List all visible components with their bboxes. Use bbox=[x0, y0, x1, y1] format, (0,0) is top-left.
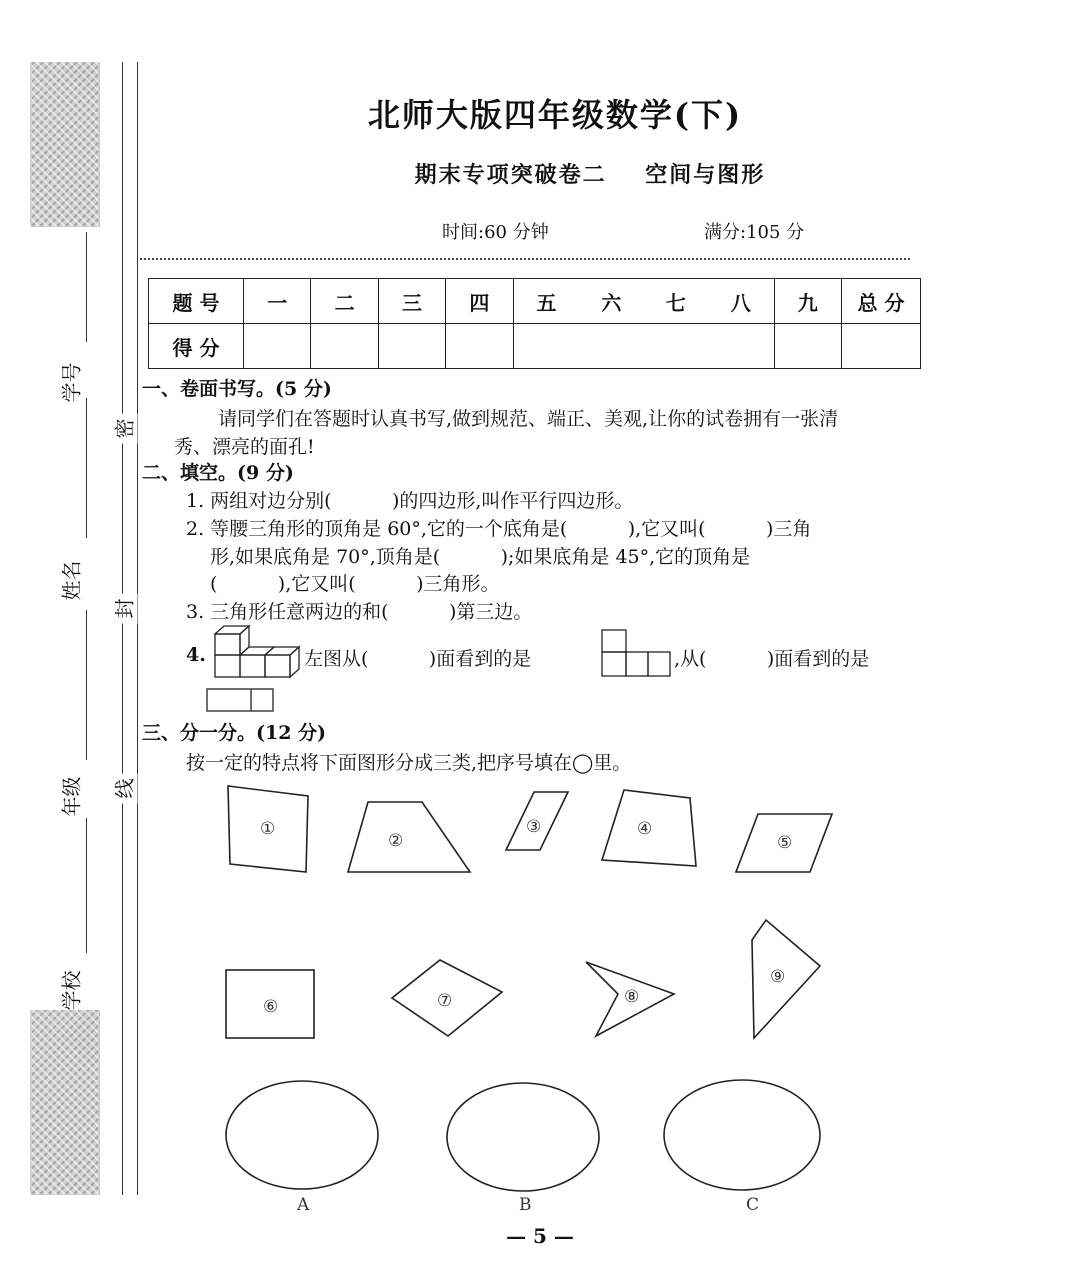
ellipse-label: A bbox=[297, 1195, 310, 1215]
table-cell: 九 bbox=[774, 279, 842, 324]
shapes-figure bbox=[200, 780, 860, 1215]
table-cell: 得 分 bbox=[149, 324, 244, 369]
school-label: 学校 bbox=[59, 970, 84, 1011]
student-id-label: 学号 bbox=[59, 362, 84, 403]
seal-char-mi: 密 bbox=[109, 414, 138, 444]
table-cell: 二 bbox=[311, 279, 378, 324]
ellipse-label: C bbox=[746, 1195, 760, 1215]
grade-label: 年级 bbox=[59, 776, 84, 817]
shape-label: ⑤ bbox=[777, 833, 793, 853]
binding-line-left bbox=[86, 818, 87, 953]
table-cell: 七 bbox=[644, 279, 708, 324]
section-3-heading: 三、分一分。(12 分) bbox=[142, 722, 327, 744]
section-1-text: 请同学们在答题时认真书写,做到规范、端正、美观,让你的试卷拥有一张清 bbox=[218, 408, 839, 430]
shape-label: ① bbox=[260, 819, 276, 839]
question-4-number: 4. bbox=[186, 644, 206, 666]
name-label: 姓名 bbox=[59, 560, 84, 601]
ellipse-b bbox=[447, 1083, 599, 1191]
view-figure bbox=[600, 628, 672, 678]
score-input-cell[interactable] bbox=[842, 324, 921, 369]
table-cell: 六 bbox=[579, 279, 643, 324]
section-2-heading: 二、填空。(9 分) bbox=[142, 462, 294, 484]
table-cell: 四 bbox=[446, 279, 513, 324]
table-cell: 题 号 bbox=[149, 279, 244, 324]
shape-label: ③ bbox=[526, 817, 542, 837]
binding-pattern-top bbox=[30, 62, 100, 227]
shape-2 bbox=[348, 802, 470, 872]
shape-label: ④ bbox=[637, 819, 653, 839]
ellipse-label: B bbox=[519, 1195, 532, 1215]
ellipse-a bbox=[226, 1081, 378, 1189]
full-score: 满分:105 分 bbox=[704, 222, 805, 243]
table-cell: 三 bbox=[378, 279, 445, 324]
table-cell: 八 bbox=[708, 279, 774, 324]
ellipse-c bbox=[664, 1080, 820, 1190]
binding-line-left bbox=[86, 610, 87, 760]
score-input-cell[interactable] bbox=[311, 324, 378, 369]
question-2: 形,如果底角是 70°,顶角是( );如果底角是 45°,它的顶角是 bbox=[210, 546, 751, 568]
section-1-heading: 一、卷面书写。(5 分) bbox=[142, 378, 332, 400]
exam-time: 时间:60 分钟 bbox=[442, 222, 549, 243]
question-3: 3. 三角形任意两边的和( )第三边。 bbox=[186, 601, 533, 623]
shape-label: ⑧ bbox=[624, 987, 640, 1007]
question-4-text: ,从( )面看到的是 bbox=[674, 648, 870, 670]
table-cell: 总 分 bbox=[842, 279, 921, 324]
cube-stack-figure bbox=[205, 622, 305, 714]
binding-pattern-bottom bbox=[30, 1010, 100, 1195]
shape-label: ② bbox=[388, 831, 404, 851]
binding-line-left bbox=[86, 398, 87, 538]
seal-char-feng: 封 bbox=[109, 594, 138, 624]
shape-label: ⑥ bbox=[263, 997, 279, 1017]
seal-char-xian: 线 bbox=[109, 774, 138, 804]
page-title: 北师大版四年级数学(下) bbox=[367, 96, 743, 134]
question-2: 2. 等腰三角形的顶角是 60°,它的一个底角是( ),它又叫( )三角 bbox=[186, 518, 812, 540]
shape-label: ⑦ bbox=[437, 991, 453, 1011]
score-input-cell[interactable] bbox=[378, 324, 445, 369]
score-input-cell[interactable] bbox=[244, 324, 311, 369]
page-number: — 5 — bbox=[506, 1224, 574, 1248]
table-cell: 一 bbox=[244, 279, 311, 324]
score-table-header-row bbox=[149, 279, 921, 324]
score-table bbox=[148, 278, 921, 369]
score-input-cell[interactable] bbox=[513, 324, 774, 369]
question-4-text: 左图从( )面看到的是 bbox=[304, 648, 532, 670]
table-cell: 五 bbox=[513, 279, 579, 324]
question-1: 1. 两组对边分别( )的四边形,叫作平行四边形。 bbox=[186, 490, 634, 512]
score-input-cell[interactable] bbox=[446, 324, 513, 369]
section-3-instruction: 按一定的特点将下面图形分成三类,把序号填在◯里。 bbox=[186, 752, 632, 774]
score-input-cell[interactable] bbox=[774, 324, 842, 369]
question-2: ( ),它又叫( )三角形。 bbox=[210, 573, 500, 595]
binding-line-left bbox=[86, 232, 87, 342]
shape-9 bbox=[752, 920, 820, 1038]
score-table-score-row bbox=[149, 324, 921, 369]
section-1-text: 秀、漂亮的面孔! bbox=[174, 436, 315, 458]
page-subtitle: 期末专项突破卷二 空间与图形 bbox=[414, 162, 766, 188]
seal-line bbox=[137, 62, 138, 1195]
dotted-divider bbox=[140, 258, 910, 260]
shape-label: ⑨ bbox=[770, 967, 786, 987]
seal-line bbox=[122, 62, 123, 1195]
